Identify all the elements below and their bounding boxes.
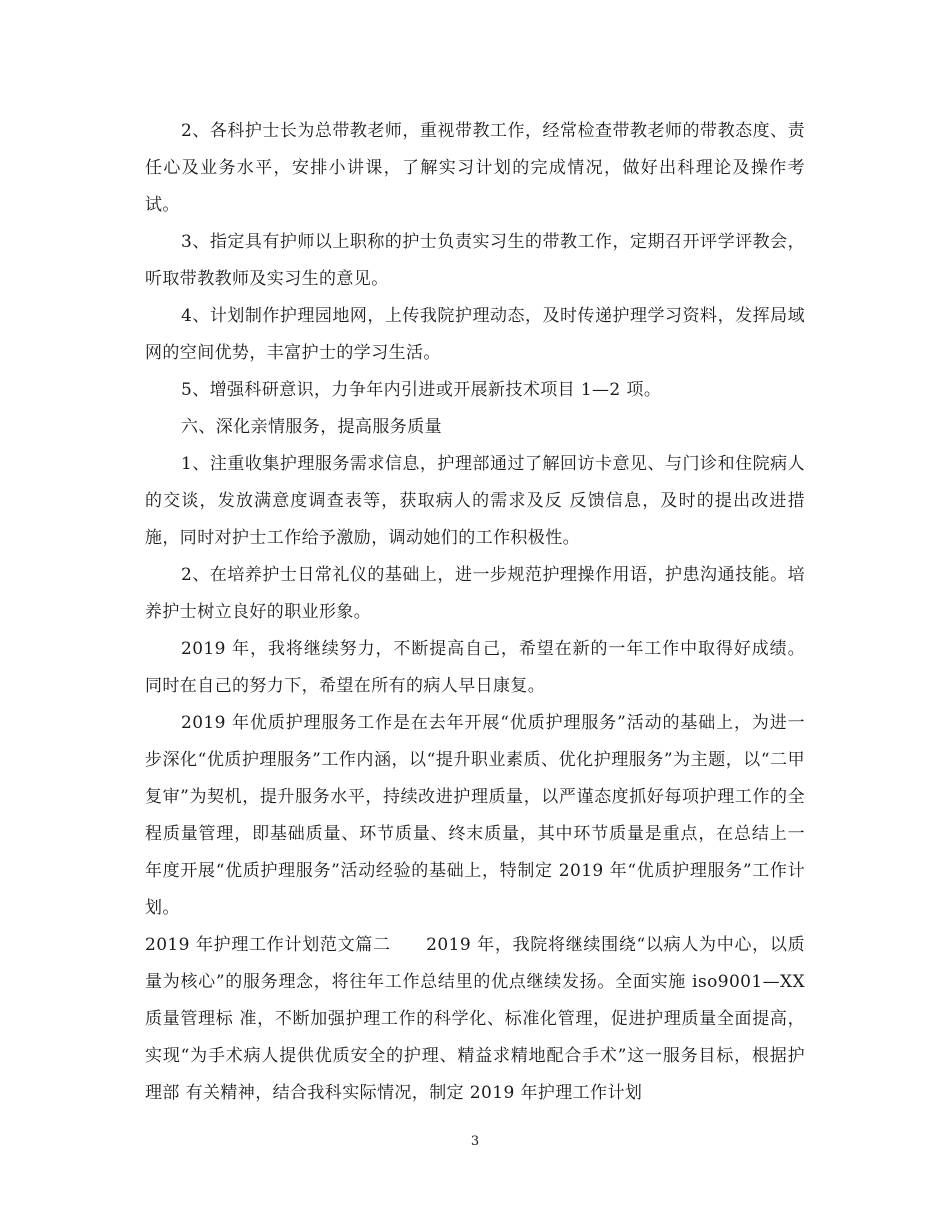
paragraph-9: 2019 年护理工作计划范文篇二 2019 年，我院将继续围绕“以病人为中心，以质量为核心”的服务理念，将往年工作总结里的优点继续发扬。全面实施 iso9001—XX 质量管理标 准，不断加强护理工作的科学化、标准化管理，促进护理质量全面提高，实现“为手术病人提供优质安全的护理、精益求精地配合手术”这一服务目标，根据护理部 有关精神，结合我科实际情况，制定 2019 年护理工作计划 — [145, 935, 805, 1103]
paragraph-5: 1、注重收集护理服务需求信息，护理部通过了解回访卡意见、与门诊和住院病人的交谈，发放满意度调查表等，获取病人的需求及反 反馈信息，及时的提出改进措施，同时对护士工作给予激励，调动她们的工作积极性。 — [145, 454, 805, 548]
paragraph-4: 5、增强科研意识，力争年内引进或开展新技术项目 1—2 项。 — [181, 380, 662, 400]
paragraph-2: 3、指定具有护师以上职称的护士负责实习生的带教工作，定期召开评学评教会，听取带教教师及实习生的意见。 — [145, 232, 805, 289]
page-number: 3 — [470, 1134, 480, 1149]
paragraph-7: 2019 年，我将继续努力，不断提高自己，希望在新的一年工作中取得好成绩。同时在自己的努力下，希望在所有的病人早日康复。 — [145, 639, 805, 696]
paragraph-6: 2、在培养护士日常礼仪的基础上，进一步规范护理操作用语，护患沟通技能。培养护士树立良好的职业形象。 — [145, 565, 805, 622]
section-heading: 六、深化亲情服务，提高服务质量 — [181, 417, 442, 437]
document-body — [145, 113, 805, 1112]
paragraph-8: 2019 年优质护理服务工作是在去年开展“优质护理服务”活动的基础上，为进一步深化“优质护理服务”工作内涵，以“提升职业素质、优化护理服务”为主题，以“二甲复审”为契机，提升服务水平，持续改进护理质量，以严谨态度抓好每项护理工作的全程质量管理，即基础质量、环节质量、终末质量，其中环节质量是重点，在总结上一年度开展“优质护理服务”活动经验的基础上，特制定 2019 年“优质护理服务”工作计划。 — [145, 713, 805, 918]
paragraph-1: 2、各科护士长为总带教老师，重视带教工作，经常检查带教老师的带教态度、责任心及业务水平，安排小讲课，了解实习计划的完成情况，做好出科理论及操作考试。 — [145, 121, 805, 215]
paragraph-3: 4、计划制作护理园地网，上传我院护理动态，及时传递护理学习资料，发挥局域网的空间优势，丰富护士的学习生活。 — [145, 306, 805, 363]
